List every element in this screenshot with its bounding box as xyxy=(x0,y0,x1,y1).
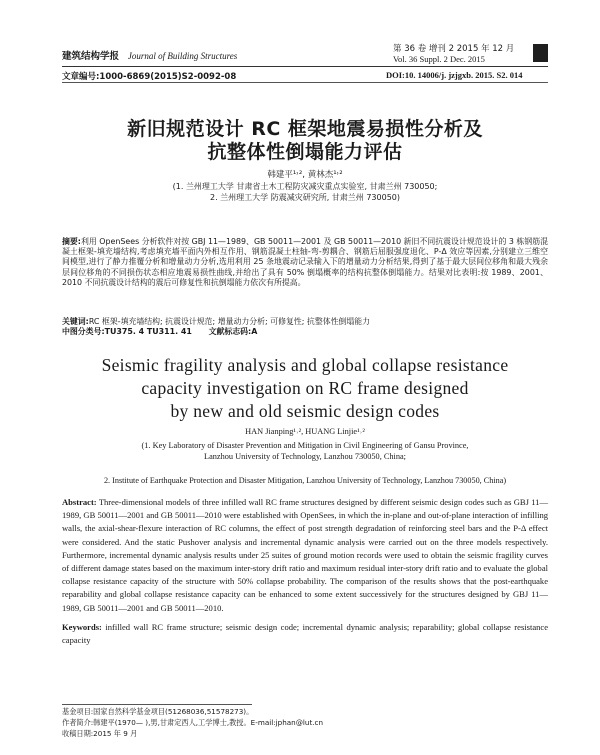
abstract-cn xyxy=(62,237,548,288)
title-en xyxy=(62,354,548,423)
affiliation-en-line: (1. Key Laboratory of Disaster Prevention and Mitigation in Civil Engineering of Gansu Province, xyxy=(141,441,469,450)
authors-cn: 韩建平¹˒², 黄林杰¹˒² xyxy=(267,170,343,180)
clc-label: 中图分类号: xyxy=(62,327,105,336)
running-header-journal xyxy=(62,48,237,62)
doc-code-label: 文献标志码: xyxy=(208,327,252,336)
footnotes xyxy=(62,706,323,739)
footnote-rule xyxy=(62,704,252,705)
keywords-cn-text: RC 框架-填充墙结构; 抗震设计规范; 增量动力分析; 可修复性; 抗整体性倒塌能力 xyxy=(88,317,371,326)
abstract-cn-text: 利用 OpenSees 分析软件对按 GBJ 11—1989、GB 50011—2001 及 GB 50011—2010 新旧不同抗震设计规范设计的 3 栋钢筋混凝土框架-填充墙结构,考虑填充墙平面内外相互作用、钢筋混凝土柱轴-弯-剪耦合、钢筋后屈服强度退化、P-Δ 效应等因素,分别建立三维空间模型,进行了静力推覆分析和增量动力分析,选用利用 25 条地震动记录输入下的增量动力分析结果,得到了基于最大层间位移角和最大残余层间位移角的不同损伤状态相应地震易损性曲线,并给出了具有 50% 倒塌概率的结构抗整体倒塌能力。结果对比表明:按 1989、2001、2010 不同抗震设计结构的震后可修复性和抗倒塌能力依次有所提高。 xyxy=(62,237,549,287)
title-en-line: Seismic fragility analysis and global collapse resistance xyxy=(101,355,509,375)
title-cn-line: 新旧规范设计 RC 框架地震易损性分析及 xyxy=(127,118,483,140)
affiliation-en-line: Lanzhou University of Technology, Lanzhou 730050, China; xyxy=(204,451,406,461)
title-cn-line: 抗整体性倒塌能力评估 xyxy=(207,141,403,163)
doc-code-value: A xyxy=(251,327,258,336)
abstract-en xyxy=(62,496,548,615)
footnote-received-date: 收稿日期:2015 年 9 月 xyxy=(62,729,138,738)
doi: DOI:10. 14006/j. jzjgxb. 2015. S2. 014 xyxy=(386,70,523,80)
running-header-volume xyxy=(393,44,514,64)
affiliations-cn xyxy=(62,181,548,203)
title-en-line: capacity investigation on RC frame designed xyxy=(141,378,469,398)
clc-value: TU375. 4 TU311. 41 xyxy=(104,327,192,336)
volume-cn: 第 36 卷 增刊 2 2015 年 12 月 xyxy=(393,44,515,54)
abstract-en-text: Three-dimensional models of three infilled wall RC frame structures designed by different seismic design codes such as GBJ 11—1989, GB 50011—2001 and GB 50011—2010 were established with OpenSees, in which the in-plane and out-of-plane interaction of infilling walls, the axial-shear-flexure interaction of RC columns, the effect of post strength degradation of reinforcing steel bars and the P-Δ effect were considered. And the static Pushover analysis and incremental dynamic analysis were carried out on the three models respectively. Furthermore, incremental dynamic analysis results under 25 suites of ground motion records were used to obtain the seismic fragility curves of different damage states based on the maximum inter-story drift ratio and maximum residual inter-story drift ratio and to evaluate the global collapse resistance capacity of the structure with 50% collapse probability. The comparison of the results shows that the post-earthquake reparability and global collapse resistance capacity can be enhanced to some extent successively for the structures designed by GBJ 11—1989, GB 50011—2001 and GB 50011—2010. xyxy=(62,497,549,613)
footnote-funding: 基金项目:国家自然科学基金项目(51268036,51578273)。 xyxy=(62,707,254,716)
authors-en: HAN Jianping¹˒², HUANG Linjie¹˒² xyxy=(245,427,365,436)
affiliation-en-line-2: 2. Institute of Earthquake Protection and Disaster Mitigation, Lanzhou University of Technology, Lanzhou 730050, China) xyxy=(103,476,507,485)
keywords-cn xyxy=(62,317,548,327)
header-marker-block xyxy=(533,44,548,62)
footnote-author-bio: 作者简介:韩建平(1970— ),男,甘肃定西人,工学博士,教授。E-mail:jphan@lut.cn xyxy=(62,718,324,727)
title-en-line: by new and old seismic design codes xyxy=(170,401,440,421)
keywords-cn-label: 关键词: xyxy=(62,317,89,326)
abstract-cn-label: 摘要: xyxy=(62,237,81,246)
keywords-en xyxy=(62,621,548,647)
keywords-en-text: infilled wall RC frame structure; seismic design code; incremental dynamic analysis; reparability; global collapse resistance capacity xyxy=(62,622,548,646)
abstract-en-label: Abstract: xyxy=(62,497,97,507)
header-rule-secondary xyxy=(62,82,548,83)
article-number: 文章编号:1000-6869(2015)S2-0092-08 xyxy=(62,72,237,82)
classification-cn xyxy=(62,327,548,337)
affiliation-cn-line: (1. 兰州理工大学 甘肃省土木工程防灾减灾重点实验室, 甘肃兰州 730050; xyxy=(172,182,438,191)
journal-name-en: Journal of Building Structures xyxy=(127,51,238,61)
affiliations-en xyxy=(62,441,548,462)
title-cn xyxy=(62,118,548,164)
keywords-en-label: Keywords: xyxy=(62,622,102,632)
volume-en: Vol. 36 Suppl. 2 Dec. 2015 xyxy=(393,54,485,64)
affiliation-cn-line: 2. 兰州理工大学 防震减灾研究所, 甘肃兰州 730050) xyxy=(209,193,400,202)
journal-name-cn: 建筑结构学报 xyxy=(62,51,120,62)
header-rule xyxy=(62,66,548,67)
